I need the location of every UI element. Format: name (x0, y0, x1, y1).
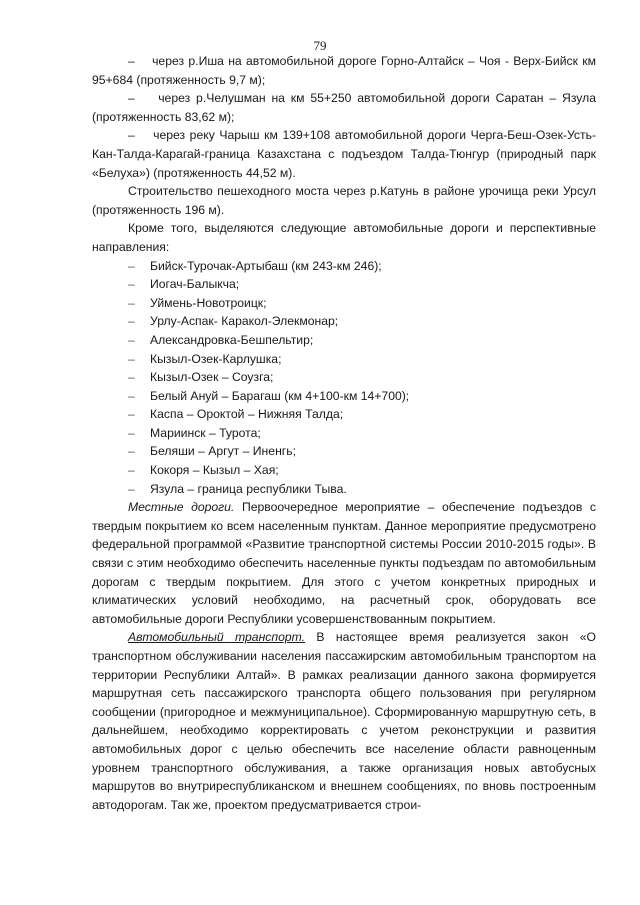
road-item-text: Каспа – Ороктой – Нижняя Талда; (150, 407, 344, 422)
road-item-text: Язула – граница республики Тыва. (150, 481, 347, 496)
local-roads-heading: Местные дороги. (128, 500, 235, 515)
dash-marker: – (128, 425, 135, 440)
road-item (92, 275, 596, 294)
road-item-text: Беляши – Аргут – Иненгь; (150, 444, 296, 459)
road-item (92, 368, 596, 387)
paragraph-local-roads (92, 498, 596, 628)
auto-transport-heading: Автомобильный транспорт. (128, 630, 306, 645)
road-item (92, 405, 596, 424)
route-item (92, 89, 596, 126)
road-item (92, 331, 596, 350)
route-item-text: через р.Челушман на км 55+250 автомобильной дороги Саратан – Язула (протяженность 83,62 м); (92, 91, 596, 124)
road-item-text: Кызыл-Озек-Карлушка; (150, 351, 282, 366)
route-item (92, 52, 596, 89)
page-content (92, 52, 596, 814)
dash-marker: – (128, 332, 135, 347)
dash-marker: – (128, 444, 135, 459)
road-item-text: Кокоря – Кызыл – Хая; (150, 463, 279, 478)
local-roads-text: Первоочередное мероприятие – обеспечение подъездов с твердым покрытием ко всем населенным пунктам. Данное мероприятие предусмотрено федеральной программой «Развитие транспортной системы России 2010-2015 годы». В связи с этим необходимо обеспечить населенные пункты подъездам по автомобильным дорогам с твердым покрытием. Для этого с учетом конкретных природных и климатических условий необходимо, на расчетный срок, оборудовать все автомобильные дороги Республики усовершенствованным покрытием. (92, 500, 596, 626)
road-item-text: Бийск-Турочак-Артыбаш (км 243-км 246); (150, 258, 382, 273)
route-item (92, 126, 596, 182)
paragraph-bridge: Строительство пешеходного моста через р.Катунь в районе урочища реки Урсул (протяженность 196 м). (92, 184, 596, 217)
dash-marker: – (128, 463, 135, 478)
dash-marker: – (128, 388, 135, 403)
auto-transport-text: В настоящее время реализуется закон «О транспортном обслуживании населения пассажирским автомобильным транспортом на территории Республики Алтай». В рамках реализации данного закона формируется маршрутная сеть пассажирского транспорта общего пользования при регулярном сообщении (пригородное и межмуниципальное). Сформированную маршрутную сеть, в дальнейшем, необходимо корректировать с учетом реконструкции и развития автомобильных дорог с целью обеспечить все население области равноценным уровнем транспортного обслуживания, а также организация новых автобусных маршрутов во внутриреспубликанском и внешнем сообщениях, по вновь построенным автодорогам. Так же, проектом предусматривается строи- (92, 630, 596, 812)
road-item (92, 424, 596, 443)
roads-list (92, 257, 596, 499)
road-item-text: Александровка-Бешпельтир; (150, 332, 314, 347)
dash-marker: – (128, 54, 135, 68)
route-item-text: через р.Иша на автомобильной дороге Горно-Алтайск – Чоя - Верх-Бийск км 95+684 (протяженность 9,7 м); (92, 54, 597, 87)
route-item-text: через реку Чарыш км 139+108 автомобильной дороги Черга-Беш-Озек-Усть-Кан-Талда-Карагай-граница Казахстана с подъездом Талда-Тюнгур (природный парк «Белуха») (протяженность 44,52 м). (92, 128, 596, 180)
road-item-text: Урлу-Аспак- Каракол-Элекмонар; (150, 314, 339, 329)
dash-marker: – (128, 370, 135, 385)
road-item-text: Уймень-Новотроицк; (150, 295, 267, 310)
road-item-text: Мариинск – Турота; (150, 425, 261, 440)
dash-marker: – (128, 481, 135, 496)
page-number: 79 (313, 38, 327, 53)
paragraph-auto-transport (92, 628, 596, 814)
dash-marker: – (128, 407, 135, 422)
dash-marker: – (128, 277, 135, 292)
road-item-text: Иогач-Балыкча; (150, 277, 240, 292)
road-item (92, 294, 596, 313)
dash-marker: – (128, 295, 135, 310)
road-item (92, 461, 596, 480)
paragraph-intro: Кроме того, выделяются следующие автомобильные дороги и перспективные направления: (92, 221, 596, 254)
road-item (92, 442, 596, 461)
road-item (92, 312, 596, 331)
dash-marker: – (128, 351, 135, 366)
road-item-text: Белый Ануй – Барагаш (км 4+100-км 14+700); (150, 388, 410, 403)
road-item (92, 350, 596, 369)
dash-marker: – (128, 258, 135, 273)
dash-marker: – (128, 91, 135, 106)
road-item (92, 387, 596, 406)
dash-marker: – (128, 314, 135, 329)
road-item (92, 480, 596, 499)
road-item (92, 257, 596, 276)
road-item-text: Кызыл-Озек – Соузга; (150, 370, 274, 385)
dash-marker: – (128, 128, 135, 143)
